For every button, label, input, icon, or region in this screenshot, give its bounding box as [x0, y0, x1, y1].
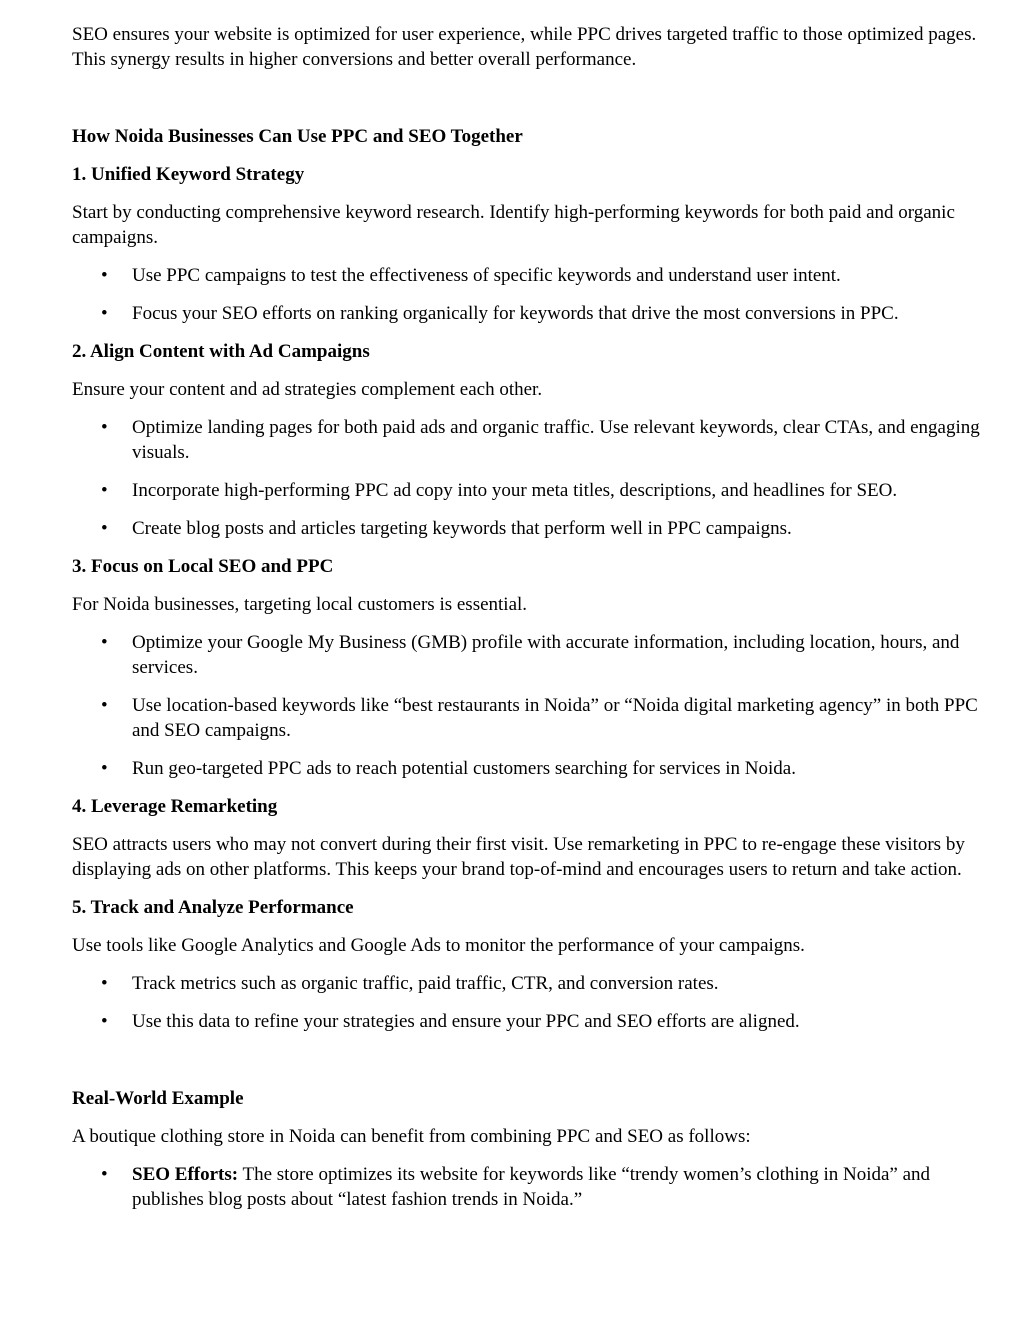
document-page	[72, 22, 994, 1225]
list-item	[72, 971, 994, 996]
section-paragraph: SEO attracts users who may not convert during their first visit. Use remarketing in PPC to re-engage these visitors by displaying ads on other platforms. This keeps your brand top-of-mind and encourages users to return and take action.	[72, 834, 965, 880]
section-paragraph: Start by conducting comprehensive keyword research. Identify high-performing keywords for both paid and organic campaigns.	[72, 202, 955, 248]
list-item	[72, 1162, 994, 1212]
list-item-text: Focus your SEO efforts on ranking organically for keywords that drive the most conversions in PPC.	[132, 303, 899, 324]
example-heading: Real-World Example	[72, 1088, 244, 1109]
list-item-text: Incorporate high-performing PPC ad copy into your meta titles, descriptions, and headlines for SEO.	[132, 480, 898, 501]
example-paragraph: A boutique clothing store in Noida can benefit from combining PPC and SEO as follows:	[72, 1126, 751, 1147]
list-item-text: Optimize your Google My Business (GMB) profile with accurate information, including location, hours, and services.	[132, 632, 960, 678]
bullet-list	[72, 415, 994, 541]
section-paragraph: Use tools like Google Analytics and Google Ads to monitor the performance of your campaigns.	[72, 935, 805, 956]
section-heading: 2. Align Content with Ad Campaigns	[72, 341, 370, 362]
main-heading: How Noida Businesses Can Use PPC and SEO Together	[72, 126, 523, 147]
bullet-icon: •	[101, 303, 108, 324]
bullet-icon: •	[101, 417, 108, 438]
list-item-text: Use location-based keywords like “best restaurants in Noida” or “Noida digital marketing agency” in both PPC and SEO campaigns.	[132, 695, 978, 741]
bullet-icon: •	[101, 632, 108, 653]
list-item-text: Use PPC campaigns to test the effectiveness of specific keywords and understand user intent.	[132, 265, 841, 286]
list-item	[72, 415, 994, 465]
bullet-icon: •	[101, 265, 108, 286]
bullet-icon: •	[101, 758, 108, 779]
bullet-icon: •	[101, 1011, 108, 1032]
bullet-icon: •	[101, 518, 108, 539]
section-heading: 4. Leverage Remarketing	[72, 796, 278, 817]
section-heading: 3. Focus on Local SEO and PPC	[72, 556, 334, 577]
section-paragraph: Ensure your content and ad strategies complement each other.	[72, 379, 543, 400]
section-paragraph: For Noida businesses, targeting local customers is essential.	[72, 594, 528, 615]
list-item	[72, 301, 994, 326]
list-item	[72, 516, 994, 541]
intro-paragraph: SEO ensures your website is optimized for user experience, while PPC drives targeted traffic to those optimized pages. This synergy results in higher conversions and better overall performance.	[72, 24, 977, 70]
list-item-text: Optimize landing pages for both paid ads and organic traffic. Use relevant keywords, clear CTAs, and engaging visuals.	[132, 417, 980, 463]
list-item-text: Run geo-targeted PPC ads to reach potential customers searching for services in Noida.	[132, 758, 796, 779]
bullet-list	[72, 263, 994, 326]
list-item	[72, 630, 994, 680]
bullet-icon: •	[101, 1164, 108, 1185]
bullet-icon: •	[101, 973, 108, 994]
list-item	[72, 478, 994, 503]
section-heading: 1. Unified Keyword Strategy	[72, 164, 305, 185]
bullet-list	[72, 630, 994, 781]
list-item-text: Use this data to refine your strategies and ensure your PPC and SEO efforts are aligned.	[132, 1011, 800, 1032]
bullet-icon: •	[101, 480, 108, 501]
bullet-list	[72, 1162, 994, 1212]
list-item-text: The store optimizes its website for keywords like “trendy women’s clothing in Noida” and publishes blog posts about “latest fashion trends in Noida.”	[132, 1164, 931, 1210]
bullet-icon: •	[101, 695, 108, 716]
bullet-list	[72, 971, 994, 1034]
list-item-text: Create blog posts and articles targeting keywords that perform well in PPC campaigns.	[132, 518, 792, 539]
list-item-label: SEO Efforts:	[132, 1164, 239, 1185]
list-item-text: Track metrics such as organic traffic, paid traffic, CTR, and conversion rates.	[132, 973, 719, 994]
list-item	[72, 263, 994, 288]
section-heading: 5. Track and Analyze Performance	[72, 897, 354, 918]
list-item	[72, 756, 994, 781]
list-item	[72, 693, 994, 743]
list-item	[72, 1009, 994, 1034]
